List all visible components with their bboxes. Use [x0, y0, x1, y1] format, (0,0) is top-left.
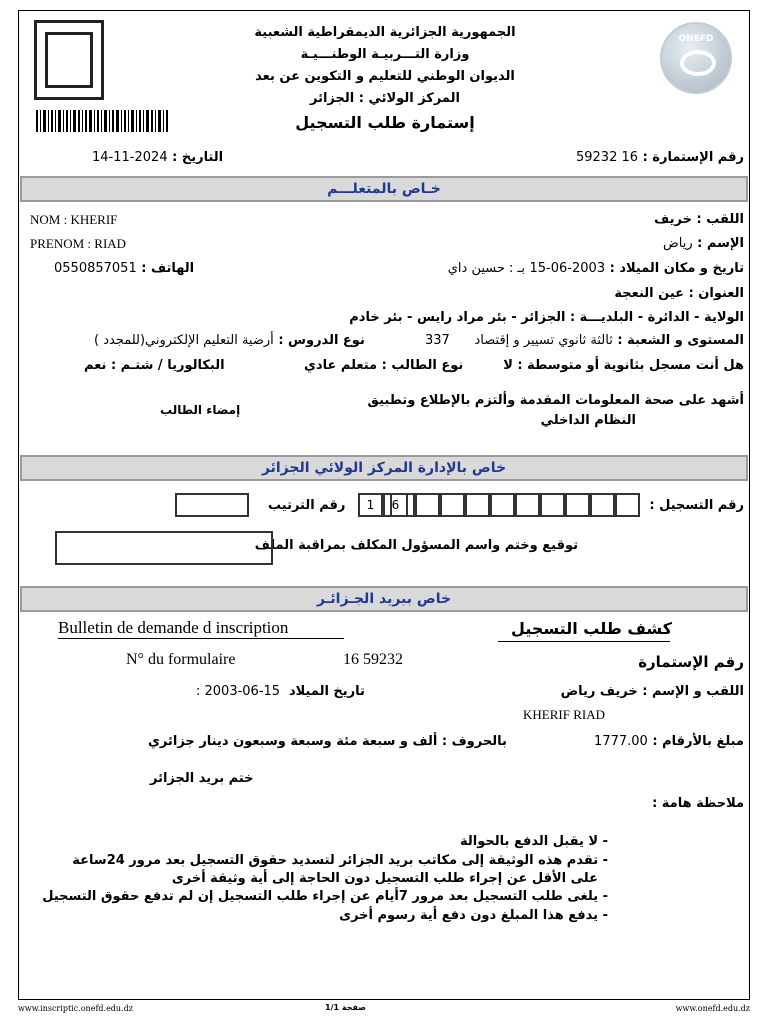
- admin-signature-label: توقيع وختم واسم المسؤول المكلف بمراقبة الملف: [254, 538, 578, 553]
- nom-latin: NOM : KHERIF: [30, 212, 118, 227]
- date-label: التاريخ :: [172, 150, 224, 165]
- post-stamp-label: ختم بريد الجزائر: [150, 771, 254, 786]
- form-no-label-fr: N° du formulaire: [126, 651, 236, 668]
- note-item: - يدفع هذا المبلغ دون دفع أية رسوم أخرى: [339, 908, 608, 923]
- post-birth-label: تاريخ الميلاد: [289, 684, 365, 699]
- section-post: خاص ببريد الجـزائـر: [20, 586, 748, 612]
- reg-digit-box[interactable]: [540, 493, 565, 517]
- reg-digit-box[interactable]: [565, 493, 590, 517]
- date-value: 2024-11-14: [92, 150, 168, 165]
- admin-signature-box[interactable]: [55, 531, 273, 565]
- reg-digit-box[interactable]: 1: [358, 493, 383, 517]
- footer-right-url: www.onefd.edu.dz: [675, 1004, 750, 1013]
- bac-line: البكالوريا / شتـم : نعم: [84, 358, 225, 373]
- reg-digit-box[interactable]: [490, 493, 515, 517]
- header-office: الديوان الوطني للتعليم و التكوين عن بعد: [255, 69, 515, 84]
- section-learner: خـاص بالمتعلـــم: [20, 176, 748, 202]
- bulletin-title: Bulletin de demande d inscription: [58, 618, 289, 637]
- location-line: الولاية - الدائرة - البلديـــة : الجزائر - بئر مراد رايس - بئر خادم: [349, 310, 744, 325]
- letters-value: ألف و سبعة مئة وسبعة وسبعون دينار جزائري: [148, 734, 438, 749]
- surname-label: اللقب :: [696, 212, 744, 227]
- registration-label: رقم التسجيل :: [649, 498, 744, 513]
- surname-value: خريف: [654, 212, 692, 227]
- level-value: ثالثة ثانوي تسيير و إقتصاد: [474, 333, 613, 348]
- name-value: رياض: [663, 236, 693, 251]
- amount-label: مبلغ بالأرقام :: [652, 734, 744, 749]
- birth-place: بـ : حسين داي: [447, 261, 525, 276]
- phone-value: 0550857051: [54, 261, 137, 276]
- student-type: نوع الطالب : متعلم عادي: [304, 358, 464, 373]
- note-item: - تقدم هذه الوثيقة إلى مكاتب بريد الجزائر لتسديد حقوق التسجيل بعد مرور 24ساعة: [72, 853, 608, 868]
- reg-digit-box[interactable]: [515, 493, 540, 517]
- post-fullname-latin: KHERIF RIAD: [523, 707, 605, 722]
- post-ar-title: كشف طلب التسجيل: [511, 619, 672, 638]
- reg-digit-box[interactable]: 6: [383, 493, 408, 517]
- header-ministry: وزارة التـــربيـة الوطنـــيـة: [300, 47, 470, 62]
- birth-label: تاريخ و مكان الميلاد :: [609, 261, 744, 276]
- birth-date: 2003-06-15: [529, 261, 606, 276]
- reg-digit-box[interactable]: [615, 493, 640, 517]
- header-republic: الجمهورية الجزائرية الديمقراطية الشعبية: [254, 25, 516, 40]
- barcode-image: [36, 110, 170, 132]
- amount-value: 1777.00: [594, 734, 648, 749]
- address-value: عين النعجة: [614, 286, 685, 301]
- name-label: الإسم :: [697, 236, 744, 251]
- prenom-latin: PRENOM : RIAD: [30, 236, 127, 251]
- form-no-value: 16 59232: [343, 651, 403, 668]
- reg-digit-box[interactable]: [590, 493, 615, 517]
- enrolled-question: هل أنت مسجل بثانوية أو متوسطة : لا: [503, 358, 744, 373]
- phone-label: الهاتف :: [141, 261, 195, 276]
- level-code: 337: [425, 333, 450, 348]
- form-number-value: 16 59232: [575, 150, 639, 165]
- form-number-label: رقم الإستمارة :: [642, 150, 744, 165]
- section-admin: خاص بالإدارة المركز الولائي الجزائر: [20, 455, 748, 481]
- reg-digit-box[interactable]: [415, 493, 440, 517]
- notes-label: ملاحظة هامة :: [652, 796, 744, 811]
- rank-box[interactable]: [175, 493, 249, 517]
- rank-label: رقم الترتيب: [268, 498, 346, 513]
- post-fullname: اللقب و الإسم : خريف رياض: [560, 684, 744, 699]
- study-type-label: نوع الدروس :: [278, 333, 365, 348]
- onefd-logo: ONEFD: [660, 22, 732, 94]
- photo-box: [34, 20, 104, 100]
- level-label: المستوى و الشعبة :: [617, 333, 744, 348]
- footer-page: صفحة 1/1: [325, 1003, 366, 1012]
- address-label: العنوان :: [688, 286, 744, 301]
- letters-label: بالحروف :: [441, 734, 507, 749]
- declaration-line-2: النظام الداخلي: [540, 413, 636, 428]
- signature-label: إمضاء الطالب: [160, 403, 241, 417]
- study-type-value: أرضية التعليم الإلكتروني(للمجدد ): [94, 333, 274, 348]
- page-title: إستمارة طلب التسجيل: [295, 113, 475, 132]
- form-no-label-ar: رقم الإستمارة: [638, 653, 744, 671]
- header-center: المركز الولائي : الجزائر: [310, 91, 460, 106]
- reg-digit-box[interactable]: [440, 493, 465, 517]
- note-item: - يلغى طلب التسجيل بعد مرور 7أيام عن إجراء طلب التسجيل إن لم تدفع حقوق التسجيل: [42, 889, 608, 904]
- note-item: - لا يقبل الدفع بالحوالة: [460, 834, 608, 849]
- note-item: على الأقل عن إجراء طلب التسجيل دون الحاجة إلى أية وثيقة أخرى: [171, 871, 598, 886]
- footer-left-url: www.inscriptic.onefd.edu.dz: [18, 1004, 133, 1013]
- post-birth-value: 2003-06-15 :: [196, 684, 281, 699]
- declaration-line-1: أشهد على صحة المعلومات المقدمة وألتزم بالإطلاع وتطبيق: [367, 393, 744, 408]
- reg-digit-box[interactable]: [465, 493, 490, 517]
